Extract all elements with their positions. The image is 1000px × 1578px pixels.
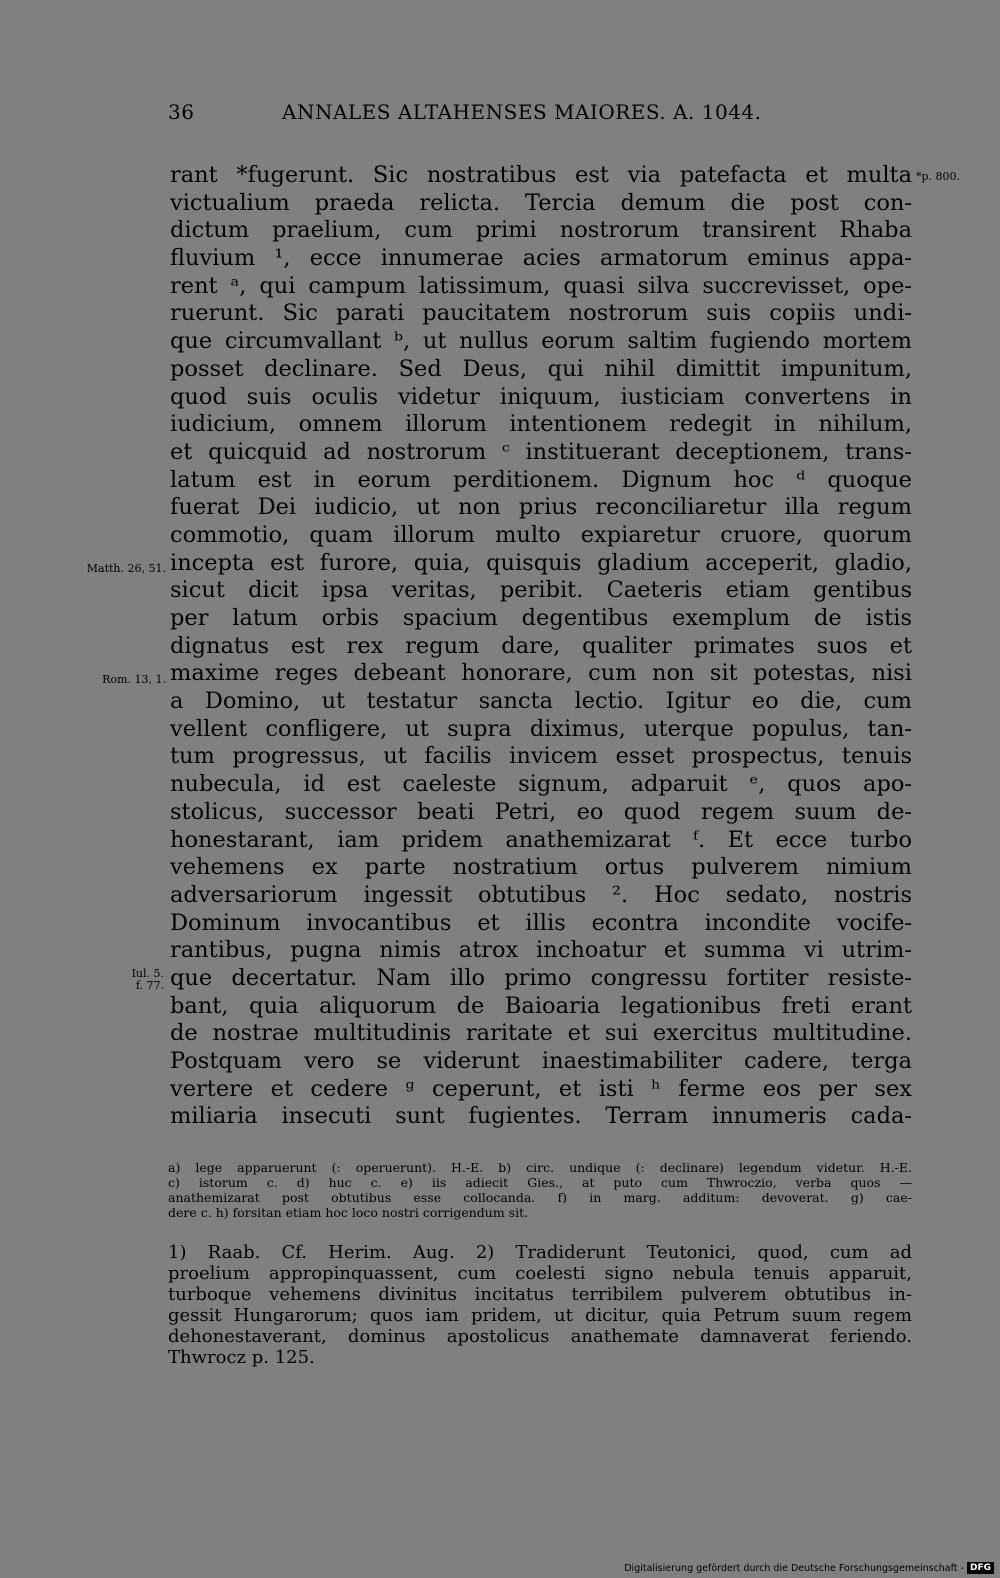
- page-header: [168, 100, 808, 130]
- text-line: posset declinare. Sed Deus, qui nihil dimittit impunitum,: [170, 355, 912, 382]
- dfg-logo: DFG: [967, 1562, 994, 1574]
- note-line: Thwrocz p. 125.: [168, 1347, 315, 1368]
- note-line: gessit Hungarorum; quos iam pridem, ut dicitur, quia Petrum suum regem: [168, 1305, 912, 1326]
- text-line: commotio, quam illorum multo expiaretur cruore, quorum: [170, 521, 912, 548]
- text-line: vellent confligere, ut supra diximus, uterque populus, tan-: [170, 715, 912, 742]
- critical-apparatus: [168, 1160, 912, 1220]
- text-line: tum progressus, ut facilis invicem esset prospectus, tenuis: [170, 743, 912, 770]
- text-line: latum est in eorum perditionem. Dignum hoc ᵈ quoque: [170, 466, 912, 493]
- text-line: victualium praeda relicta. Tercia demum die post con-: [170, 189, 912, 216]
- text-line: per latum orbis spacium degentibus exemplum de istis: [170, 605, 912, 631]
- page-footer: [624, 1562, 994, 1574]
- note-line: proelium appropinquassent, cum coelesti signo nebula tenuis apparuit,: [168, 1263, 912, 1284]
- text-line: nubecula, id est caeleste signum, adparuit ᵉ, quos apo-: [170, 771, 912, 798]
- margin-note-iul-a: Iul. 5.: [131, 967, 164, 980]
- text-line: dignatus est rex regum dare, qualiter primates suos et: [170, 632, 912, 659]
- text-line: ruerunt. Sic parati paucitatem nostrorum suis copiis undi-: [170, 300, 912, 327]
- footer-text: Digitalisierung gefördert durch die Deutsche Forschungsgemeinschaft -: [624, 1562, 964, 1574]
- note-line: dehonestaverant, dominus apostolicus anathemate damnaverat feriendo.: [168, 1326, 912, 1347]
- text-line: bant, quia aliquorum de Baioaria legationibus freti erant: [170, 992, 912, 1019]
- text-line: honestarant, iam pridem anathemizarat ᶠ. Et ecce turbo: [170, 826, 912, 853]
- text-line: fluvium ¹, ecce innumerae acies armatorum eminus appa-: [170, 245, 912, 272]
- text-line: iudicium, omnem illorum intentionem redegit in nihilum,: [170, 411, 912, 438]
- apparatus-line: dere c. h) forsitan etiam hoc loco nostri corrigendum sit.: [168, 1205, 529, 1220]
- text-line: miliaria insecuti sunt fugientes. Terram innumeris cada-: [170, 1103, 912, 1130]
- text-line: rent ᵃ, qui campum latissimum, quasi silva succrevisset, ope-: [170, 272, 912, 299]
- note-line: turboque vehemens divinitus incitatus terribilem pulverem obtutibus in-: [168, 1284, 912, 1305]
- text-line: de nostrae multitudinis raritate et sui exercitus multitudine.: [170, 1020, 912, 1047]
- margin-note-matthew: Matth. 26, 51.: [86, 562, 166, 575]
- text-line: stolicus, successor beati Petri, eo quod regem suum de-: [170, 798, 912, 825]
- footnotes: [168, 1242, 912, 1368]
- text-line: maxime reges debeant honorare, cum non sit potestas, nisi: [170, 660, 912, 687]
- text-line: Dominum invocantibus et illis econtra incondite vocife-: [170, 909, 912, 936]
- text-line: incepta est furore, quia, quisquis gladium acceperit, gladio,: [170, 549, 912, 576]
- text-line: fuerat Dei iudicio, ut non prius reconciliaretur illa regum: [170, 494, 912, 521]
- margin-page-reference: *p. 800.: [916, 170, 961, 183]
- text-line: vertere et cedere ᵍ ceperunt, et isti ʰ ferme eos per sex: [170, 1075, 912, 1102]
- main-text: [170, 162, 912, 1131]
- text-line: dictum praelium, cum primi nostrorum transirent Rhaba: [170, 217, 912, 244]
- text-line: et quicquid ad nostrorum ᶜ instituerant deceptionem, trans-: [170, 438, 912, 465]
- note-line: 1) Raab. Cf. Herim. Aug. 2) Tradiderunt Teutonici, quod, cum ad: [168, 1242, 912, 1263]
- text-line: a Domino, ut testatur sancta lectio. Igitur eo die, cum: [170, 688, 912, 715]
- text-line: quod suis oculis videtur iniquum, iusticiam convertens in: [170, 383, 912, 410]
- text-line: adversariorum ingessit obtutibus ². Hoc sedato, nostris: [170, 881, 912, 908]
- apparatus-line: anathemizarat post obtutibus esse collocanda. f) in marg. additum: devoverat. g) cae-: [168, 1190, 912, 1205]
- text-line: rant *fugerunt. Sic nostratibus est via patefacta et multa: [170, 162, 912, 188]
- page-number: 36: [168, 100, 195, 124]
- text-line: que decertatur. Nam illo primo congressu fortiter resiste-: [170, 964, 912, 991]
- text-line: vehemens ex parte nostratium ortus pulverem nimium: [170, 854, 912, 881]
- text-line: rantibus, pugna nimis atrox inchoatur et summa vi utrim-: [170, 937, 912, 964]
- text-line: que circumvallant ᵇ, ut nullus eorum saltim fugiendo mortem: [170, 328, 912, 355]
- text-line: Postquam vero se viderunt inaestimabiliter cadere, terga: [170, 1048, 912, 1074]
- margin-note-romans: Rom. 13, 1.: [102, 673, 166, 686]
- apparatus-line: a) lege apparuerunt (: operuerunt). H.-E. b) circ. undique (: declinare) legendum videtur. H.-E.: [168, 1160, 912, 1175]
- margin-note-iul-b: f. 77.: [135, 979, 164, 992]
- running-title: ANNALES ALTAHENSES MAIORES. A. 1044.: [282, 100, 762, 124]
- apparatus-line: c) istorum c. d) huc c. e) iis adiecit Gies., at puto cum Thwroczio, verba quos —: [168, 1175, 912, 1190]
- text-line: sicut dicit ipsa veritas, peribit. Caeteris etiam gentibus: [170, 577, 912, 604]
